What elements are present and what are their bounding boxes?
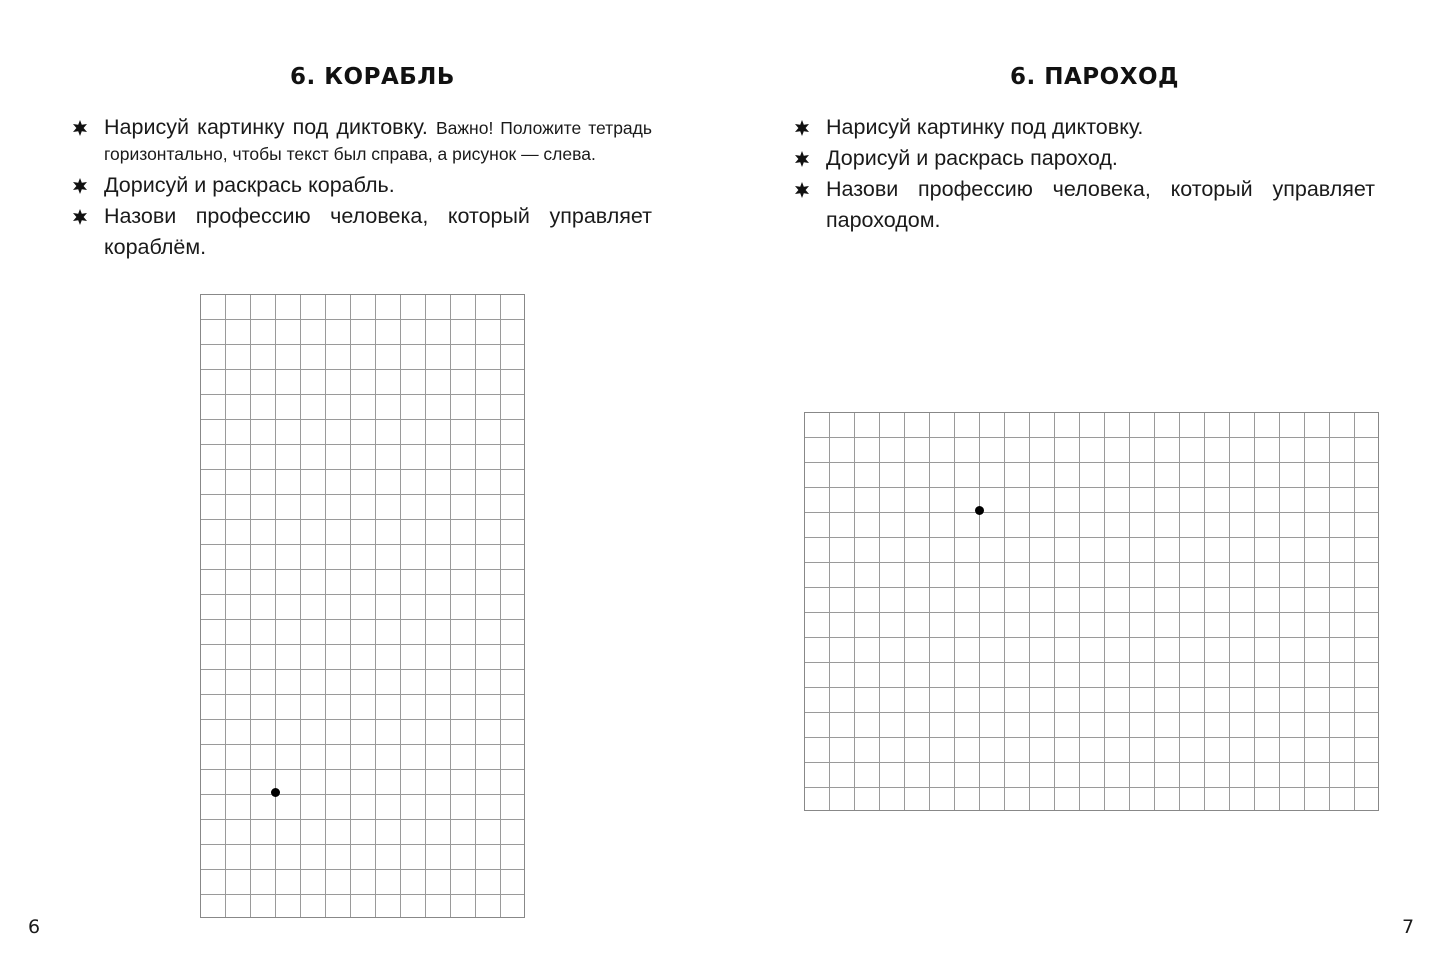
left-page [0,0,722,972]
page-title: 6. ПАРОХОД [1010,64,1179,90]
task-text: Дорисуй и раскрась корабль. [104,173,395,197]
task-item [70,201,652,263]
drawing-grid[interactable] [200,294,525,918]
star-bullet-icon [70,201,90,232]
task-item [70,112,652,170]
task-item [792,174,1375,236]
task-item [792,112,1375,143]
page-title: 6. КОРАБЛЬ [290,64,455,90]
task-text: Нарисуй картинку под диктовку. [104,115,436,139]
star-bullet-icon [792,112,812,143]
right-page [722,0,1445,972]
task-text: Назови профессию человека, который управляет пароходом. [826,177,1375,232]
star-bullet-icon [792,174,812,205]
task-text: Дорисуй и раскрась пароход. [826,146,1118,170]
start-dot [271,788,280,797]
drawing-grid[interactable] [804,412,1379,811]
task-item [792,143,1375,174]
star-bullet-icon [70,170,90,201]
task-list [70,112,652,263]
task-text: Назови профессию человека, который управляет кораблём. [104,204,652,259]
task-text: Нарисуй картинку под диктовку. [826,115,1144,139]
start-dot [975,506,984,515]
task-list [792,112,1375,236]
star-bullet-icon [70,115,90,140]
page-number: 7 [1402,916,1415,938]
page-number: 6 [28,916,41,938]
star-bullet-icon [792,143,812,174]
task-item [70,170,652,201]
task-note: Важно! Положите тетрадь горизонтально, чтобы текст был справа, а рисунок — слева. [104,118,652,164]
